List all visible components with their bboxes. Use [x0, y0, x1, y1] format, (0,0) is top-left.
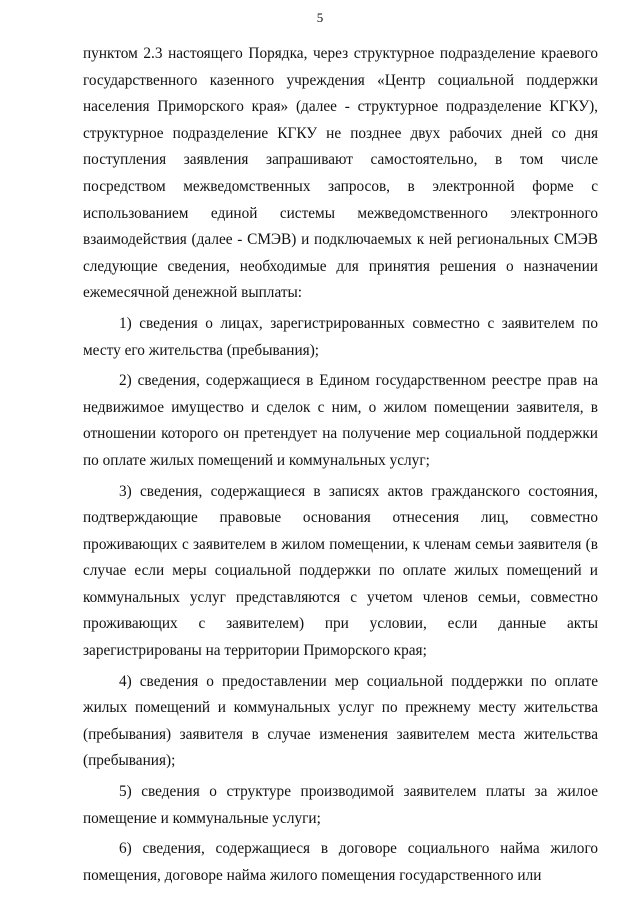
list-item-1: 1) сведения о лицах, зарегистрированных совместно с заявителем по месту его жительства (пребывания); — [83, 314, 598, 359]
list-item-3: 3) сведения, содержащиеся в записях актов гражданского состояния, подтверждающие правовые основания отнесения лиц, совместно проживающих с заявителем в жилом помещении, к членам семьи заявителя (в случае если меры социальной поддержки по оплате жилых помещений и коммунальных услуг представляются с учетом членов семьи, совместно проживающих с заявителем) при условии, если данные акты зарегистрированы на территории Приморского края; — [83, 482, 598, 660]
document-body — [83, 41, 598, 893]
list-item-2: 2) сведения, содержащиеся в Едином государственном реестре прав на недвижимое имущество и сделок с ним, о жилом помещении заявителя, в отношении которого он претендует на получение мер социальной поддержки по оплате жилых помещений и коммунальных услуг; — [83, 372, 598, 469]
list-item-5: 5) сведения о структуре производимой заявителем платы за жилое помещение и коммунальные услуги; — [83, 783, 598, 827]
list-item-4: 4) сведения о предоставлении мер социальной поддержки по оплате жилых помещений и коммунальных услуг по прежнему месту жительства (пребывания) заявителя в случае изменения заявителем места жительства (пребывания); — [83, 672, 598, 770]
page-number: 5 — [316, 10, 324, 25]
list-item-6: 6) сведения, содержащиеся в договоре социального найма жилого помещения, договоре найма жилого помещения государственного или — [83, 840, 598, 884]
paragraph-continuation: пунктом 2.3 настоящего Порядка, через структурное подразделение краевого государственного казенного учреждения «Центр социальной поддержки населения Приморского края» (далее - структурное подразделение КГКУ), структурное подразделение КГКУ не позднее двух рабочих дней со дня поступления заявления запрашивают самостоятельно, в том числе посредством межведомственных запросов, в электронной форме с использованием единой системы межведомственного электронного взаимодействия (далее - СМЭВ) и подключаемых к ней региональных СМЭВ следующие сведения, необходимые для принятия решения о назначении ежемесячной денежной выплаты: — [83, 45, 598, 302]
